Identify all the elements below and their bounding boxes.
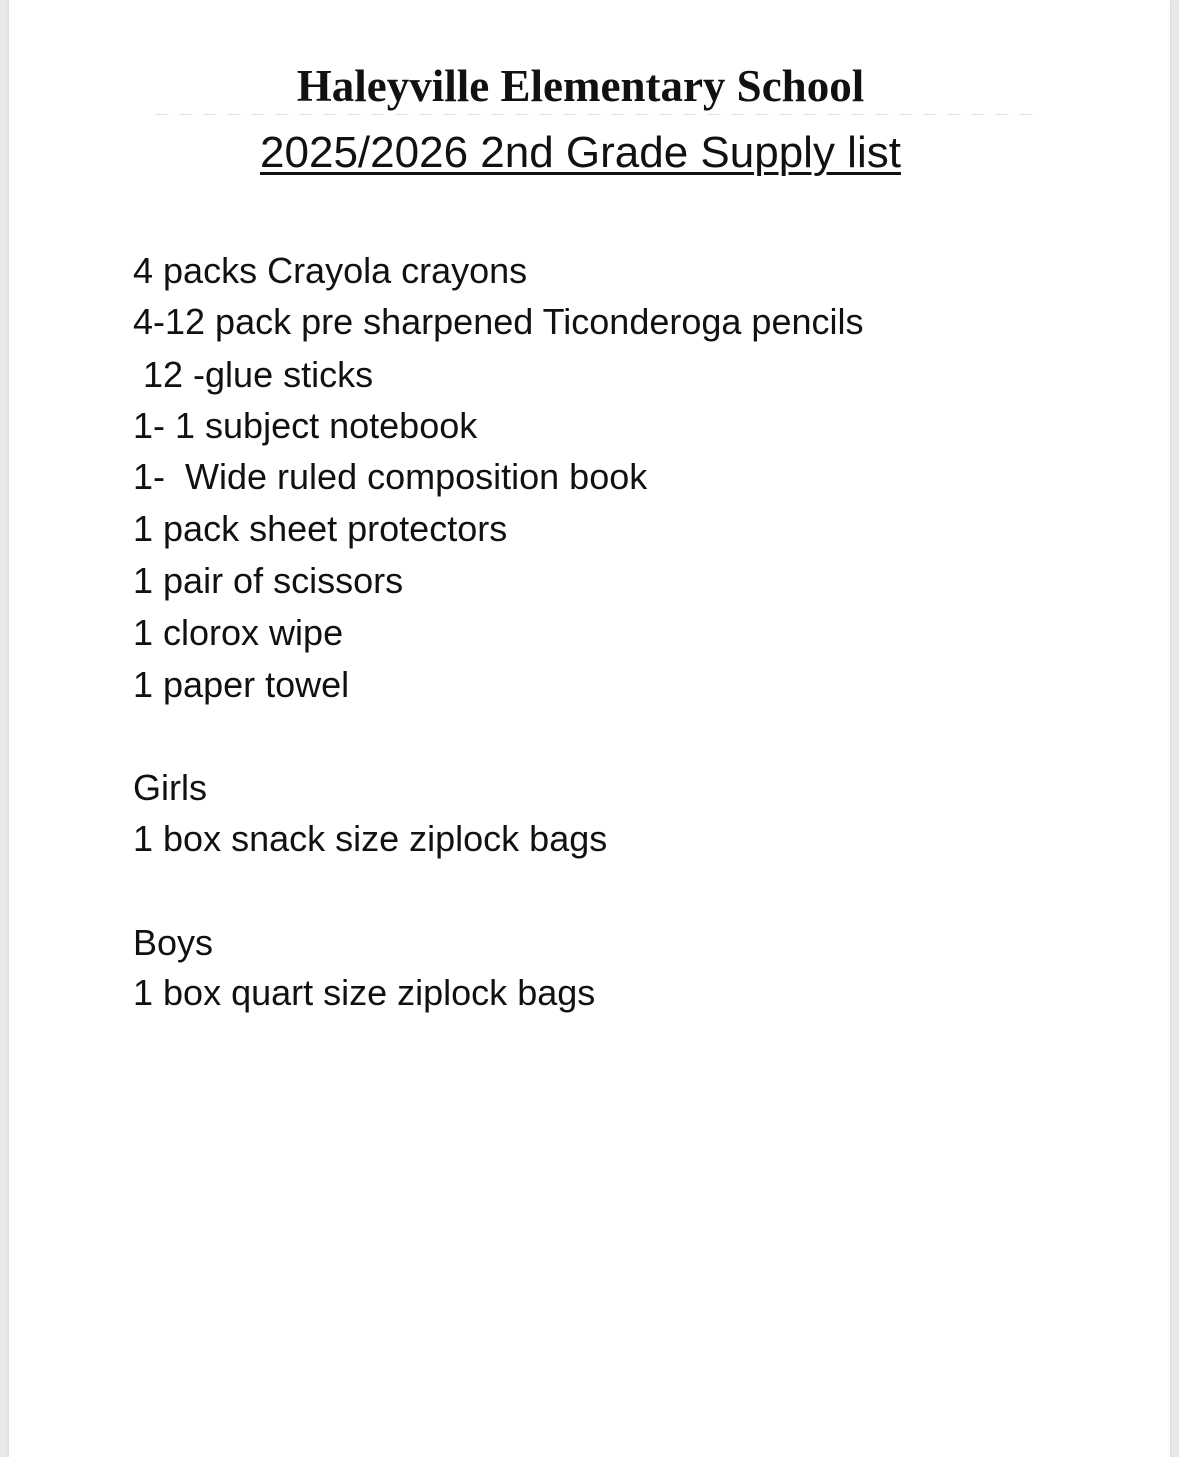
supply-item: 1- Wide ruled composition book	[133, 456, 648, 497]
supply-item: 12 -glue sticks	[133, 354, 374, 395]
boys-item: 1 box quart size ziplock bags	[133, 972, 596, 1013]
scan-artifact-line	[155, 114, 1035, 115]
girls-heading: Girls	[133, 767, 207, 808]
girls-item: 1 box snack size ziplock bags	[133, 818, 608, 859]
supply-item: 1 paper towel	[133, 664, 350, 705]
supply-list-title-text: 2025/2026 2nd Grade Supply list	[260, 128, 901, 177]
document-page	[9, 0, 1170, 1457]
supply-item: 4 packs Crayola crayons	[133, 250, 528, 291]
school-name: Haleyville Elementary School	[296, 61, 865, 111]
boys-heading: Boys	[133, 922, 214, 963]
supply-item: 1 pack sheet protectors	[133, 508, 508, 549]
supply-item: 1 clorox wipe	[133, 612, 344, 653]
supply-item: 1- 1 subject notebook	[133, 405, 478, 446]
supply-item: 4-12 pack pre sharpened Ticonderoga pencils	[133, 301, 864, 342]
supply-item: 1 pair of scissors	[133, 560, 404, 601]
supply-list-title	[0, 126, 1170, 180]
